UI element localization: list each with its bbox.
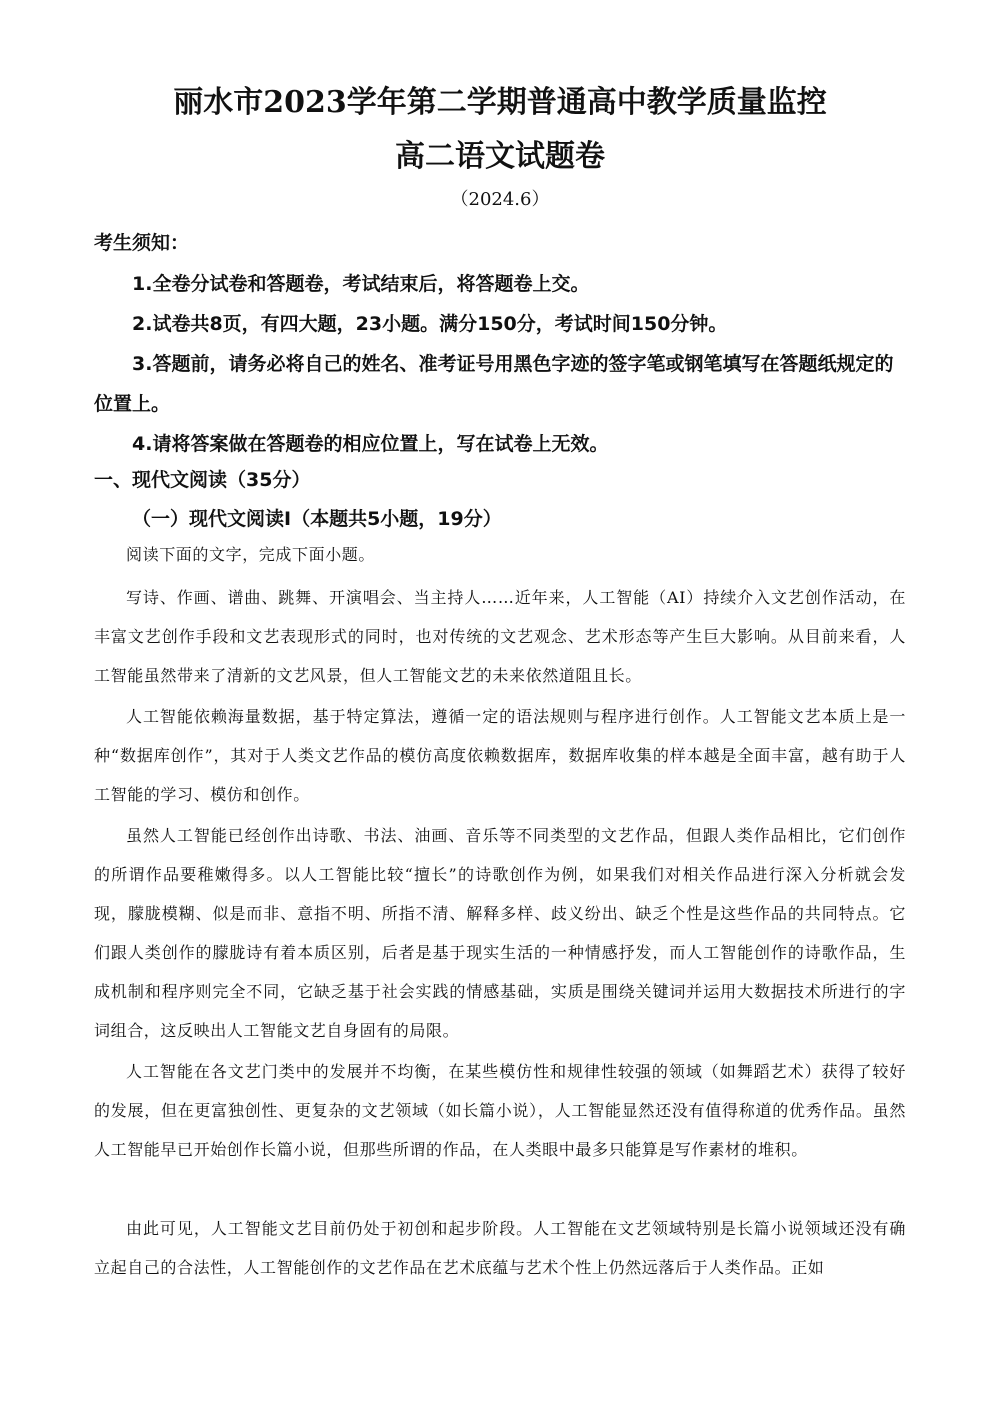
notice-item-1: 1.全卷分试卷和答题卷，考试结束后，将答题卷上交。	[132, 273, 590, 295]
notice-item-2: 2.试卷共8页，有四大题，23小题。满分150分，考试时间150分钟。	[132, 313, 728, 335]
paragraph-3: 虽然人工智能已经创作出诗歌、书法、油画、音乐等不同类型的文艺作品，但跟人类作品相比，它们创作的所谓作品要稚嫩得多。以人工智能比较“擅长”的诗歌创作为例，如果我们对相关作品进行深入分析就会发现，朦胧模糊、似是而非、意指不明、所指不清、解释多样、歧义纷出、缺乏个性是这些作品的共同特点。它们跟人类创作的朦胧诗有着本质区别，后者是基于现实生活的一种情感抒发，而人工智能创作的诗歌作品，生成机制和程序则完全不同，它缺乏基于社会实践的情感基础，实质是围绕关键词并运用大数据技术所进行的字词组合，这反映出人工智能文艺自身固有的局限。	[94, 826, 906, 1040]
exam-date: （2024.6）	[450, 189, 550, 210]
exam-title: 丽水市2023学年第二学期普通高中教学质量监控	[173, 85, 827, 120]
paragraph-1: 写诗、作画、谱曲、跳舞、开演唱会、当主持人……近年来，人工智能（AI）持续介入文艺创作活动，在丰富文艺创作手段和文艺表现形式的同时，也对传统的文艺观念、艺术形态等产生巨大影响。从目前来看，人工智能虽然带来了清新的文艺风景，但人工智能文艺的未来依然道阻且长。	[94, 588, 906, 685]
paragraph-2: 人工智能依赖海量数据，基于特定算法，遵循一定的语法规则与程序进行创作。人工智能文艺本质上是一种“数据库创作”，其对于人类文艺作品的模仿高度依赖数据库，数据库收集的样本越是全面丰富，越有助于人工智能的学习、模仿和创作。	[94, 707, 906, 804]
subsection-heading: （一）现代文阅读Ⅰ（本题共5小题，19分）	[132, 508, 502, 530]
exam-subtitle: 高二语文试题卷	[395, 139, 605, 174]
reading-instruction: 阅读下面的文字，完成下面小题。	[126, 545, 376, 564]
section-heading: 一、现代文阅读（35分）	[94, 469, 311, 491]
paragraph-4: 人工智能在各文艺门类中的发展并不均衡，在某些模仿性和规律性较强的领域（如舞蹈艺术）获得了较好的发展，但在更富独创性、更复杂的文艺领域（如长篇小说），人工智能显然还没有值得称道的优秀作品。虽然人工智能早已开始创作长篇小说，但那些所谓的作品，在人类眼中最多只能算是写作素材的堆积。	[94, 1062, 906, 1159]
notice-item-4: 4.请将答案做在答题卷的相应位置上，写在试卷上无效。	[132, 433, 609, 455]
notice-heading: 考生须知：	[94, 232, 190, 254]
notice-item-3: 3.答题前，请务必将自己的姓名、准考证号用黑色字迹的签字笔或钢笔填写在答题纸规定的位置上。	[94, 353, 894, 415]
paragraph-5: 由此可见，人工智能文艺目前仍处于初创和起步阶段。人工智能在文艺领域特别是长篇小说领域还没有确立起自己的合法性，人工智能创作的文艺作品在艺术底蕴与艺术个性上仍然远落后于人类作品。正如	[94, 1219, 906, 1277]
